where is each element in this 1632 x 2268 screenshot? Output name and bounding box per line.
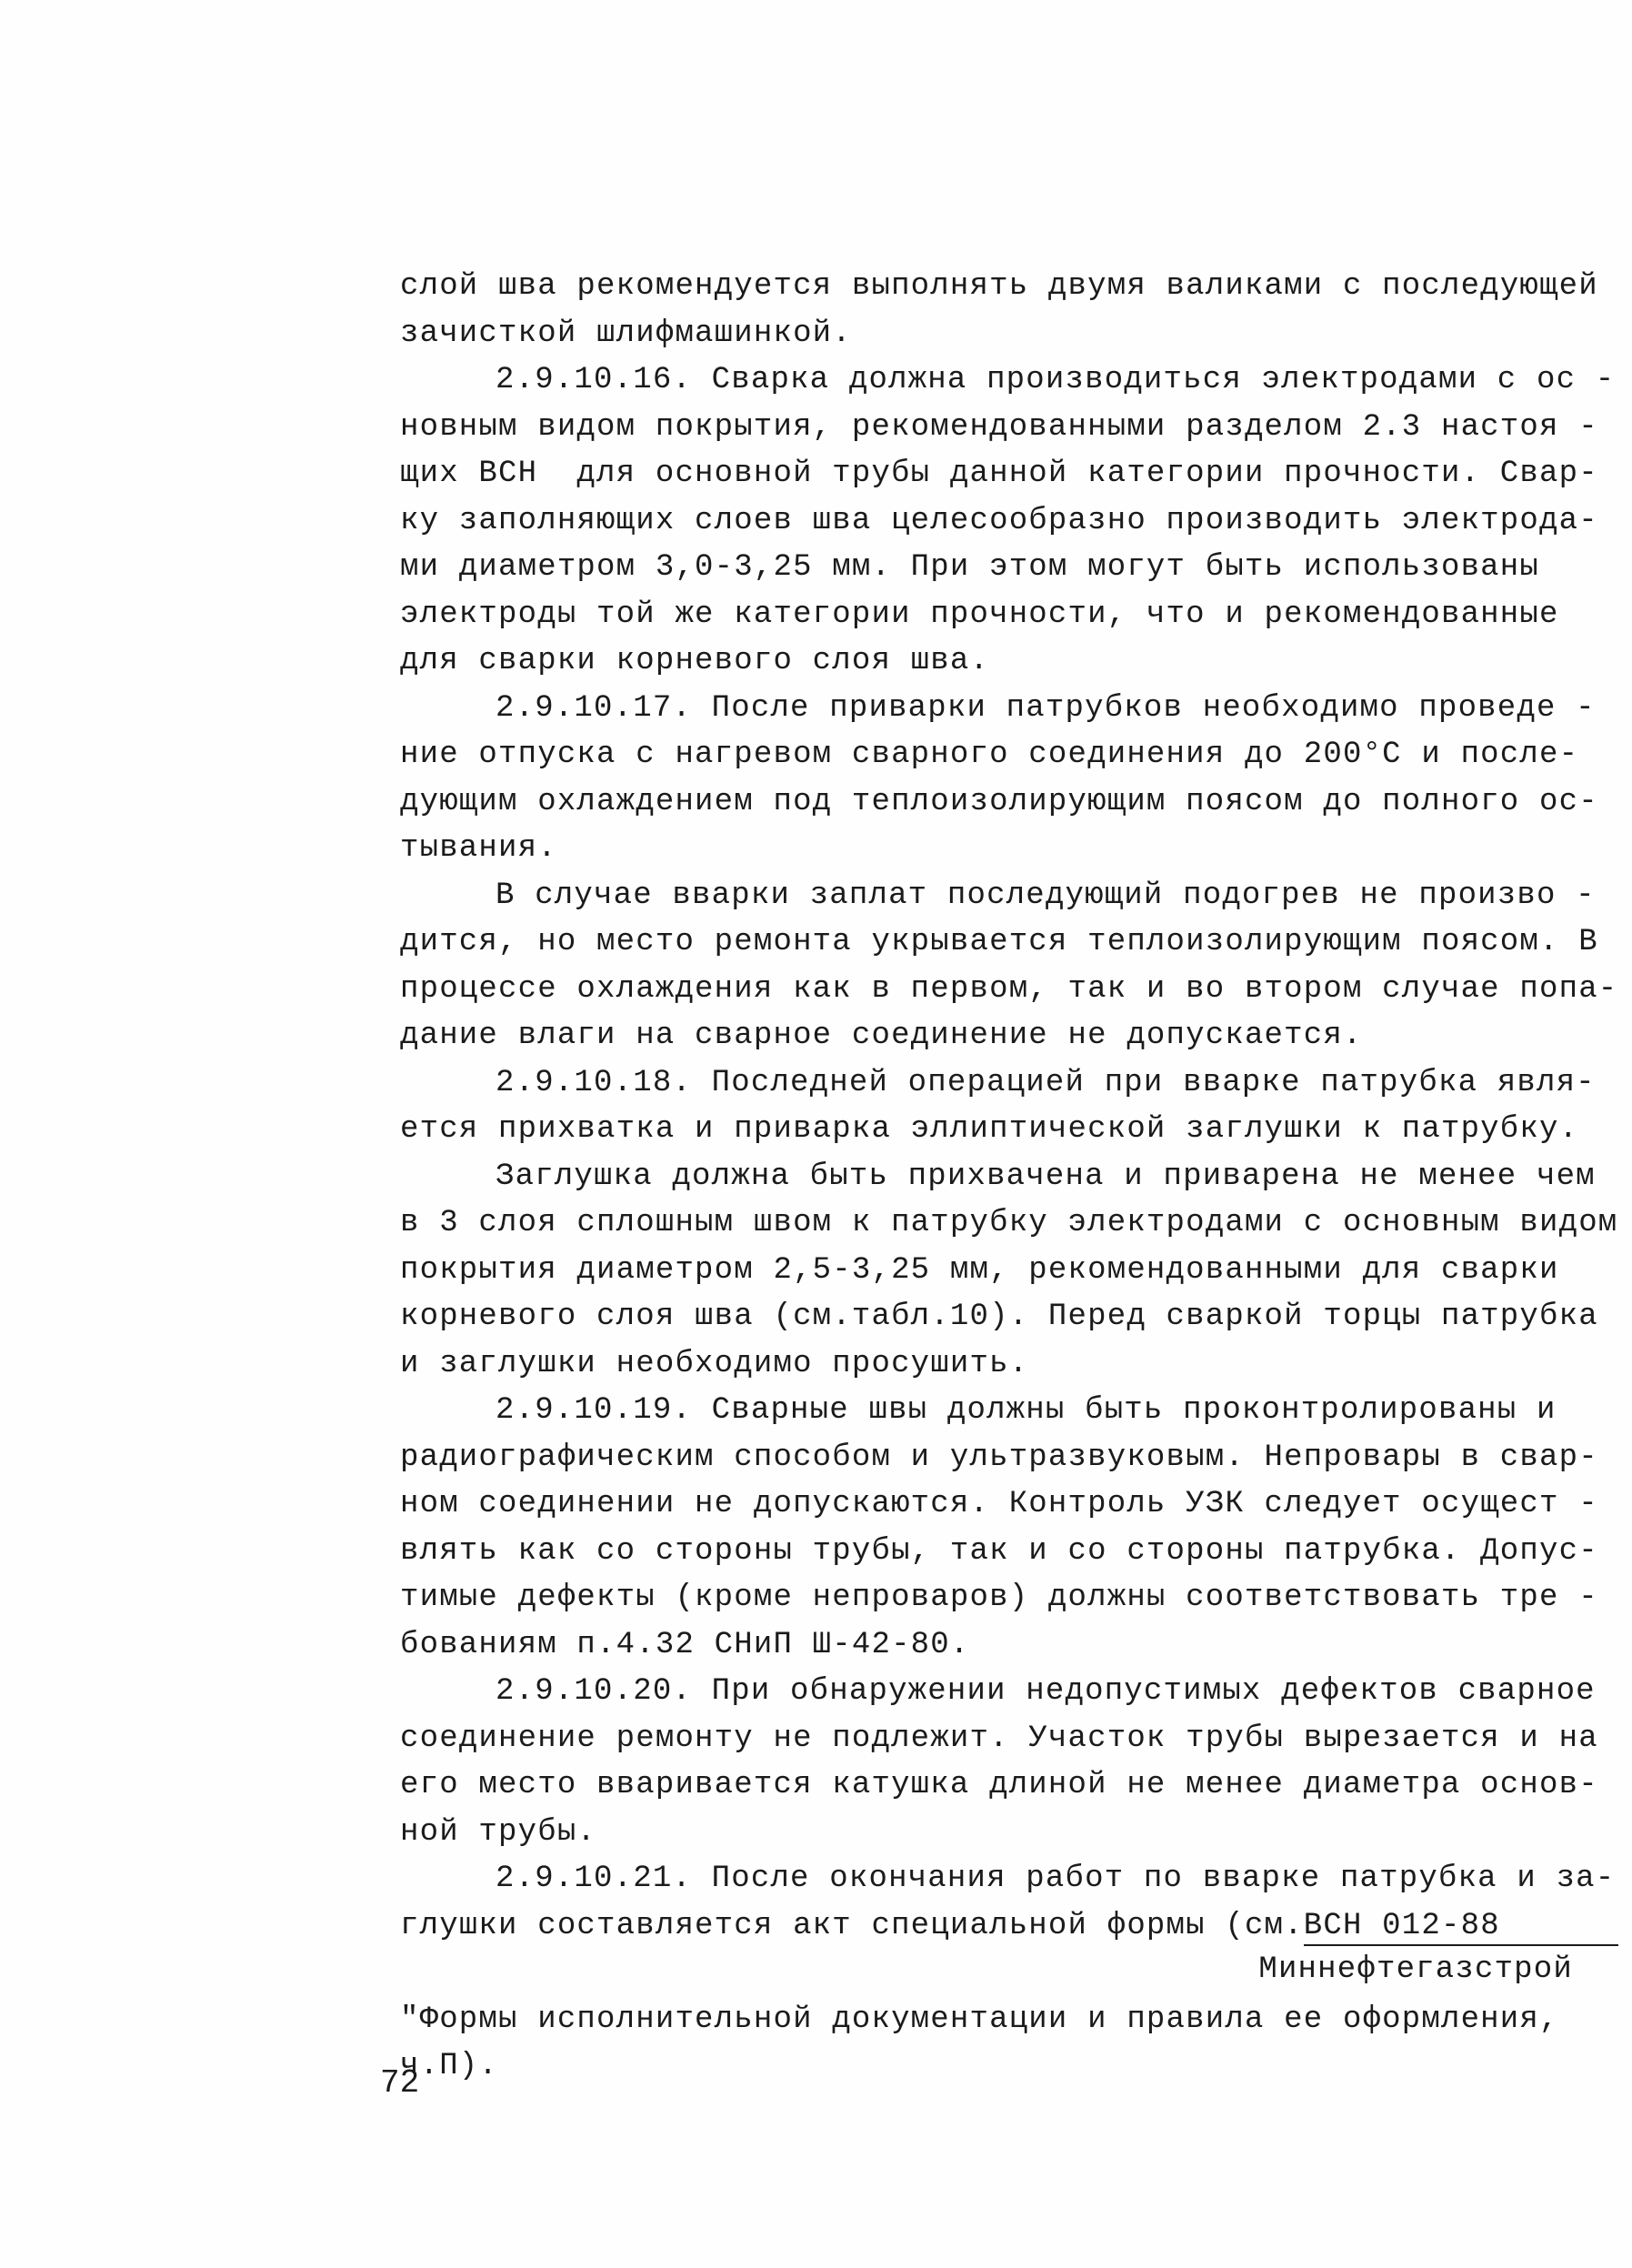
text-line: щих ВСН для основной трубы данной категории прочности. Свар- — [400, 457, 1598, 491]
page-number: 72 — [380, 2064, 420, 2102]
text-line: дание влаги на сварное соединение не допускается. — [400, 1019, 1363, 1053]
text-line: слой шва рекомендуется выполнять двумя валиками с последующей — [400, 269, 1598, 304]
text-line: ку заполняющих слоев шва целесообразно производить электрода- — [400, 503, 1598, 538]
text-line: зачисткой шлифмашинкой. — [400, 316, 852, 351]
reference-line — [400, 1903, 1573, 1951]
reference-prefix: глушки составляется акт специальной формы (см. — [400, 1908, 1304, 1943]
text-line: дующим охлаждением под теплоизолирующим поясом до полного ос- — [400, 784, 1598, 819]
text-line: электроды той же категории прочности, что и рекомендованные — [400, 597, 1559, 632]
text-line: ном соединении не допускаются. Контроль УЗК следует осущест - — [400, 1487, 1598, 1521]
text-line: В случае вварки заплат последующий подогрев не произво - — [496, 878, 1596, 913]
text-line: покрытия диаметром 2,5-3,25 мм, рекомендованными для сварки — [400, 1252, 1559, 1288]
text-line: и заглушки необходимо просушить. — [400, 1346, 1029, 1381]
reference-number: ВСН 012-88 — [1304, 1908, 1618, 1946]
text-line: влять как со стороны трубы, так и со стороны патрубка. Допус- — [400, 1533, 1598, 1569]
text-line: соединение ремонту не подлежит. Участок трубы вырезается и на — [400, 1721, 1598, 1756]
text-line: бованиям п.4.32 СНиП Ш-42-80. — [400, 1627, 970, 1662]
text-line: Заглушка должна быть прихвачена и приварена не менее чем — [496, 1159, 1596, 1194]
text-line: ной трубы. — [400, 1814, 597, 1850]
text-line: дится, но место ремонта укрывается теплоизолирующим поясом. В — [400, 925, 1598, 959]
text-line: 2.9.10.19. Сварные швы должны быть проконтролированы и — [496, 1393, 1557, 1428]
text-line: ч.П). — [400, 2049, 499, 2083]
text-line: радиографическим способом и ультразвуковым. Непровары в свар- — [400, 1440, 1598, 1475]
text-line: ми диаметром 3,0-3,25 мм. При этом могут быть использованы — [400, 550, 1539, 585]
text-line: 2.9.10.16. Сварка должна производиться электродами с ос - — [496, 363, 1616, 397]
text-line: тывания. — [400, 831, 557, 866]
text-line: "Формы исполнительной документации и правила ее оформления, — [400, 2002, 1559, 2037]
text-line: 2.9.10.18. Последней операцией при вварке патрубка явля- — [496, 1065, 1596, 1100]
text-line: 2.9.10.21. После окончания работ по вварке патрубка и за- — [496, 1862, 1616, 1896]
text-line: для сварки корневого слоя шва. — [400, 644, 990, 678]
text-line: 2.9.10.20. При обнаружении недопустимых дефектов сварное — [496, 1674, 1596, 1709]
text-line: 2.9.10.17. После приварки патрубков необходимо проведе - — [496, 690, 1596, 726]
text-line: корневого слоя шва (см.табл.10). Перед сваркой торцы патрубка — [400, 1300, 1598, 1334]
text-line: ние отпуска с нагревом сварного соединения до 200°С и после- — [400, 738, 1579, 772]
text-line: его место вваривается катушка длиной не менее диаметра основ- — [400, 1768, 1598, 1802]
reference-organization: Миннефтегазстрой — [1258, 1952, 1573, 1987]
text-line: тимые дефекты (кроме непроваров) должны соответствовать тре - — [400, 1581, 1598, 1615]
text-line: процессе охлаждения как в первом, так и во втором случае попа- — [400, 971, 1618, 1007]
text-line: в 3 слоя сплошным швом к патрубку электродами с основным видом — [400, 1206, 1618, 1240]
text-line: ется прихватка и приварка эллиптической заглушки к патрубку. — [400, 1112, 1579, 1147]
text-line: новным видом покрытия, рекомендованными разделом 2.3 настоя - — [400, 409, 1598, 445]
body-text — [400, 264, 1618, 2091]
